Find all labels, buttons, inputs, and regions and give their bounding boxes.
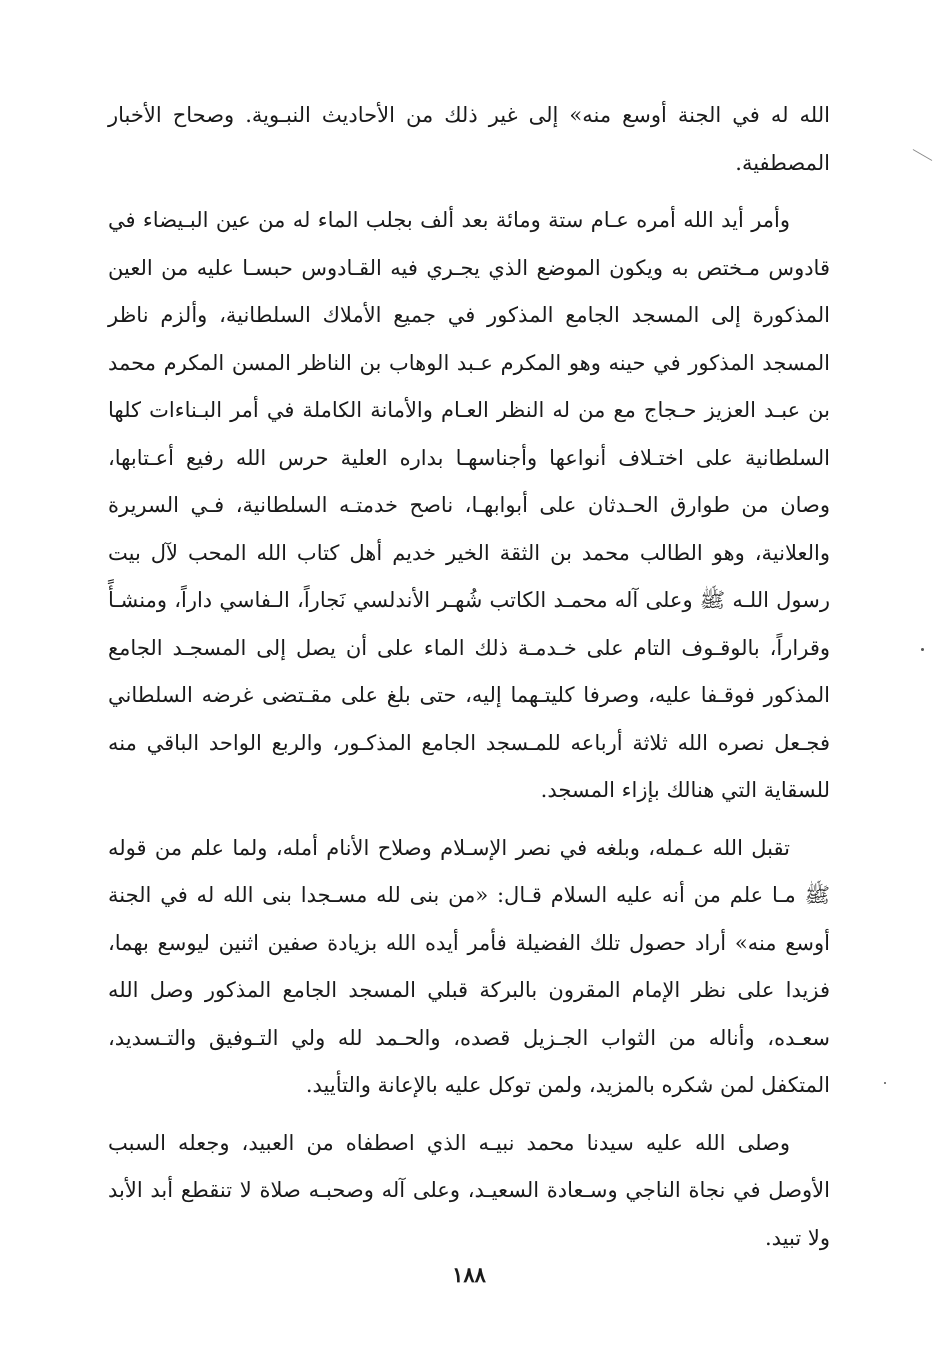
page-number: ١٨٨ xyxy=(452,1262,486,1287)
body-text xyxy=(108,92,830,1272)
page-speck xyxy=(884,1082,886,1084)
paragraph-4: وصلى الله عليه سيدنا محمد نبيـه الذي اصطفاه من العبيد، وجعله السبب الأوصل في نجاة الناجي وسـعادة السعيـد، وعلى آله وصحبـه صلاة لا تنقطع أبد الأبد ولا تبيد. xyxy=(108,1130,830,1250)
paragraph-3: تقبل الله عـمله، وبلغه في نصر الإسـلام وصلاح الأنام أمله، ولما علم من قوله ﷺ مـا علم من أنه عليه السلام قـال: «من بنى لله مسـجدا بنى الله له في الجنة أوسع منه» أراد حصول تلك الفضيلة فأمر أيده الله بزيادة صفين اثنين ليوسع بهما، فزيدا على نظر الإمام المقرون بالبركة قبلي المسجد الجامع المذكور وصل الله سعـده، وأناله من الثواب الجـزيل قصده، والحـمد لله ولي التـوفيق والتـسديد، المتكفل لمن شكره بالمزيد، ولمن توكل عليه بالإعانة والتأييد. xyxy=(108,835,830,1097)
paragraph-1: الله له في الجنة أوسع منه» إلى غير ذلك من الأحاديث النبـوية. وصحاح الأخبار المصطفية. xyxy=(108,103,830,175)
page-edge-mark xyxy=(913,149,933,161)
page-speck xyxy=(921,648,924,651)
paragraph-2: وأمر أيد الله أمره عـام ستة ومائة بعد ألف بجلب الماء له من عين البـيضاء في قادوس مـختص به ويكون الموضع الذي يجـري فيه القـادوس حبسـا عليه من العين المذكورة إلى المسجد الجامع المذكور في جميع الأملاك السلطانية، وألزم ناظر المسجد المذكور في حينه وهو المكرم عـبد الوهاب بن الناظر المسن المكرم محمد بن عبـد العزيز حـجاج مع من له النظر العـام والأمانة الكاملة في أمر البـناءات كلها السلطانية على اختـلاف أنواعها وأجناسهـا بداره العلية حرس الله رفيع أعـتابها، وصان من طوارق الحـدثان على أبوابهـا، ناصح خدمتـه السلطانية، فـي السريرة والعلانية، وهو الطالب محمد بن الثقة الخير خديم أهل كتاب الله المحب لآل بيت رسول اللـه ﷺ وعلى آله محمـد الكاتب شُهـر الأندلسي نَجاراً، الـفاسي داراً، ومنشـأً وقراراً، بالوقـوف التام على خـدمـة ذلك الماء على أن يصل إلى المسجـد الجامع المذكور فوقـفا عليه، وصرفا كليتـهما إليه، حتى بلغ على مقـتضى غرضه السلطاني فجـعل نصره الله ثلاثة أرباعه للمـسجد الجامع المذكـور، والربع الواحد الباقي منه للسقاية التي هنالك بإزاء المسجد. xyxy=(108,208,830,802)
